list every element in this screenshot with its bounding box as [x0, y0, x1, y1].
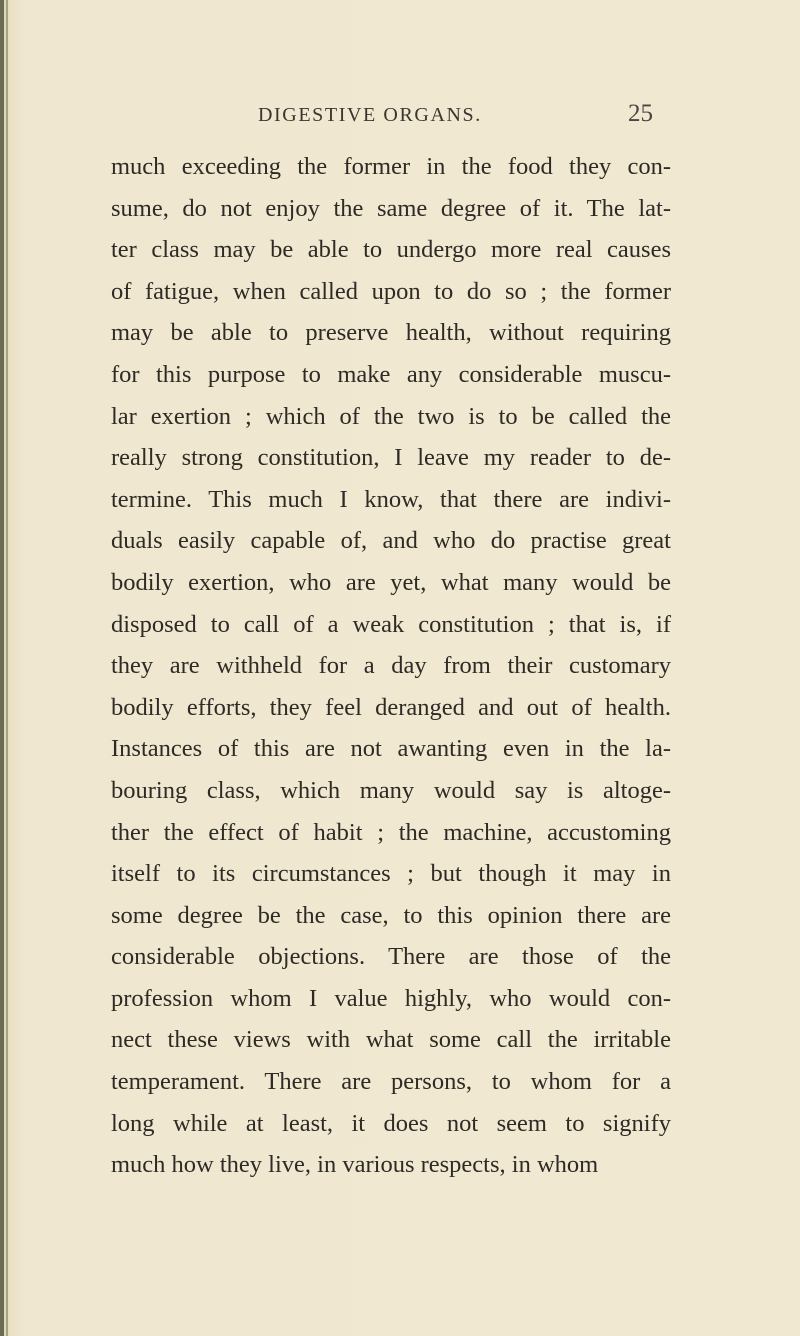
text-line: for this purpose to make any considerable muscu-	[111, 360, 671, 388]
text-line: Instances of this are not awanting even in the la-	[111, 735, 671, 763]
running-head-title: DIGESTIVE ORGANS.	[258, 104, 482, 126]
binding-edge	[0, 0, 4, 1336]
text-line: considerable objections. There are those of the	[111, 943, 671, 971]
text-line: much how they live, in various respects, in whom	[111, 1151, 599, 1179]
text-line: ter class may be able to undergo more real causes	[111, 236, 671, 264]
text-line: disposed to call of a weak constitution ; that is, if	[111, 610, 671, 638]
text-line: sume, do not enjoy the same degree of it. The lat-	[111, 194, 671, 222]
text-line: really strong constitution, I leave my reader to de-	[111, 444, 671, 472]
text-line: ther the effect of habit ; the machine, accustoming	[111, 818, 671, 846]
text-line: profession whom I value highly, who would con-	[111, 984, 671, 1012]
text-line: termine. This much I know, that there are indivi-	[111, 485, 671, 513]
text-line: some degree be the case, to this opinion there are	[111, 901, 671, 929]
text-line: temperament. There are persons, to whom for a	[111, 1068, 671, 1096]
text-line: bodily exertion, who are yet, what many would be	[111, 568, 671, 596]
text-line: itself to its circumstances ; but though it may in	[111, 860, 671, 888]
binding-edge-shadow	[6, 0, 8, 1336]
text-line: of fatigue, when called upon to do so ; the former	[111, 277, 671, 305]
text-line: lar exertion ; which of the two is to be called the	[111, 402, 671, 430]
text-line: may be able to preserve health, without requiring	[111, 319, 671, 347]
page-number: 25	[628, 100, 653, 127]
text-line: much exceeding the former in the food they con-	[111, 153, 671, 180]
body-text	[111, 146, 671, 1186]
text-line: they are withheld for a day from their customary	[111, 652, 671, 680]
running-head	[0, 100, 800, 136]
text-line: nect these views with what some call the irritable	[111, 1026, 671, 1054]
text-line: bouring class, which many would say is altoge-	[111, 776, 671, 804]
text-line: bodily efforts, they feel deranged and out of health.	[111, 693, 671, 721]
text-line: long while at least, it does not seem to signify	[111, 1109, 671, 1137]
text-line: duals easily capable of, and who do practise great	[111, 527, 671, 555]
